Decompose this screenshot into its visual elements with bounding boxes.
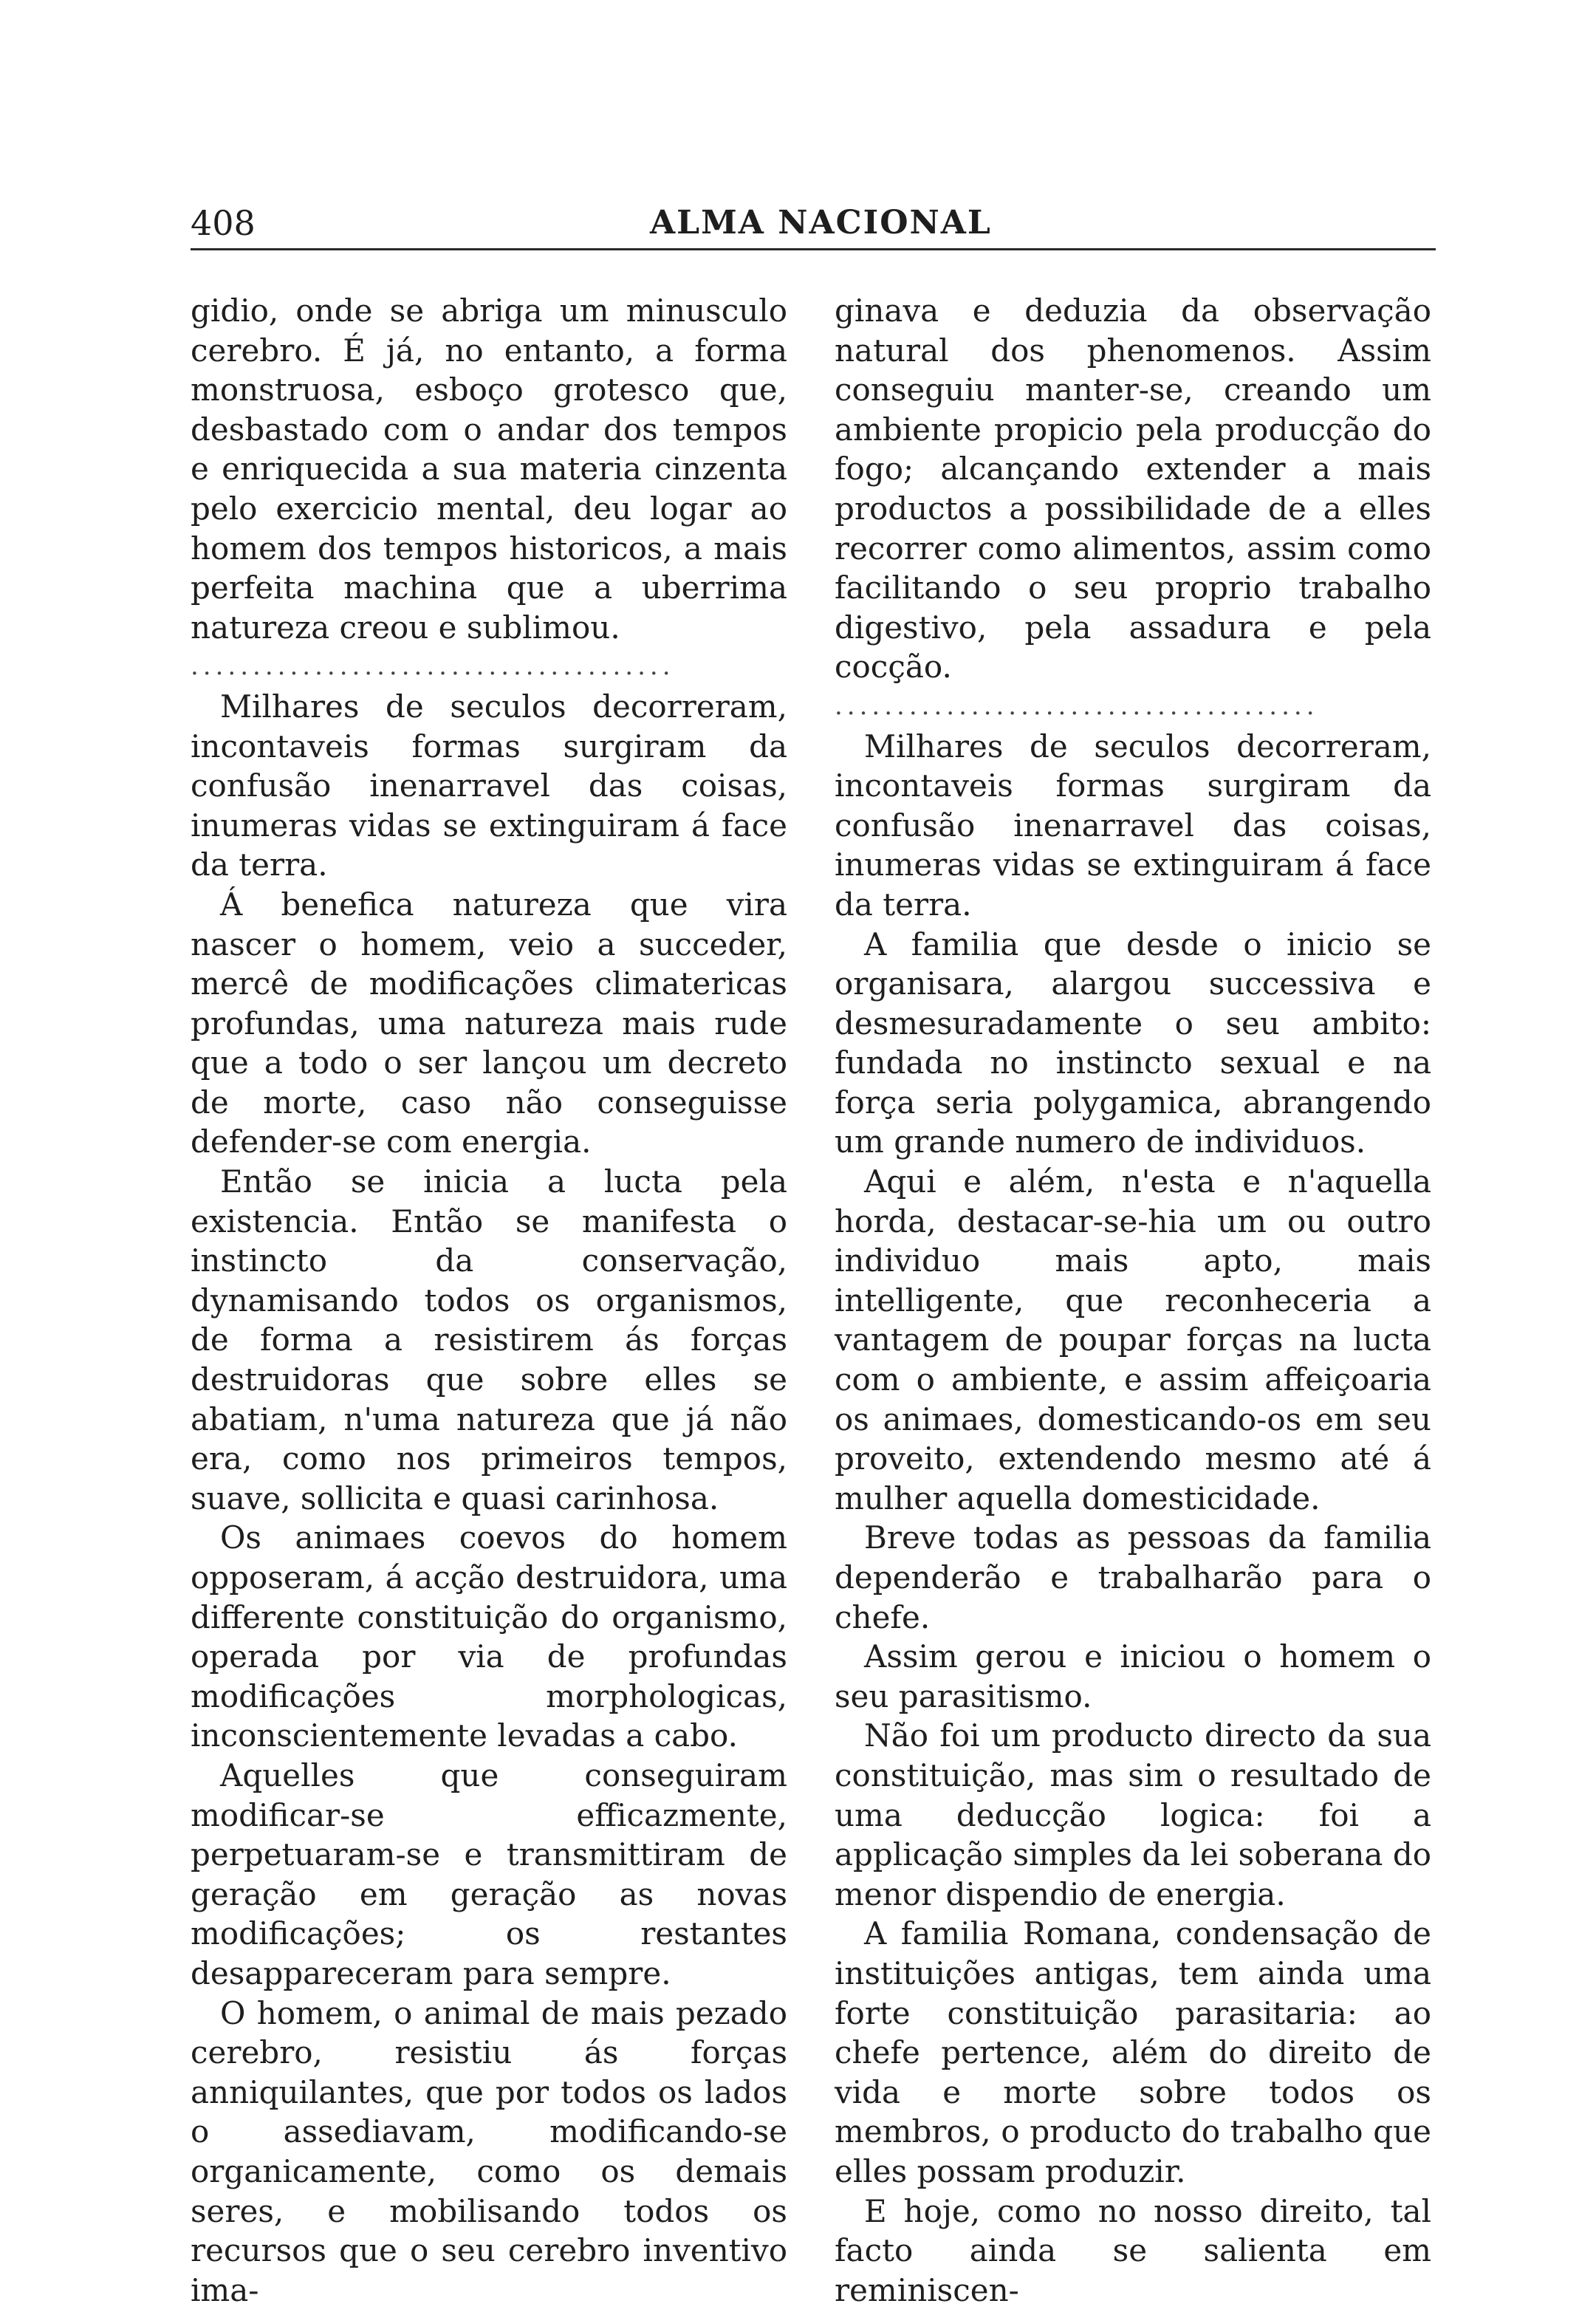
paragraph: A familia Romana, condensação de instituições antigas, tem ainda uma forte constituição parasitaria: ao chefe pertence, além do direito de vida e morte sobre todos os membros, o producto do trabalho que elles possam produzir. <box>835 1915 1431 2189</box>
section-separator-dots: ....................................... <box>835 691 1319 721</box>
paragraph: Os animaes coevos do homem opposeram, á acção destruidora, uma differente constituição do organismo, operada por via de profundas modificações morphologicas, inconscientemente levadas a cabo. <box>191 1519 787 1754</box>
paragraph: Não foi um producto directo da sua constituição, mas sim o resultado de uma deducção logica: foi a applicação simples da lei soberana do menor dispendio de energia. <box>835 1717 1431 1912</box>
paragraph: O homem, o animal de mais pezado cerebro, resistiu ás forças anniquilantes, que por todos os lados o assediavam, modificando-se organicamente, como os demais seres, e mobilisando todos os recursos que o seu cerebro inventivo ima- <box>191 1994 787 2308</box>
paragraph: Assim gerou e iniciou o homem o seu parasitismo. <box>835 1638 1431 1714</box>
running-title: ALMA NACIONAL <box>650 204 992 242</box>
left-column <box>191 291 787 2310</box>
paragraph: ginava e deduzia da observação natural dos phenomenos. Assim conseguiu manter-se, creando um ambiente propicio pela producção do fogo; alcançando extender a mais productos a possibilidade de a elles recorrer como alimentos, assim como facilitando o seu proprio trabalho digestivo, pela assadura e pela cocção. <box>835 293 1431 685</box>
paragraph: E hoje, como no nosso direito, tal facto ainda se salienta em reminiscen- <box>835 2192 1431 2308</box>
right-column <box>835 291 1431 2310</box>
paragraph: Milhares de seculos decorreram, incontaveis formas surgiram da confusão inenarravel das coisas, inumeras vidas se extinguiram á face da terra. <box>191 688 787 883</box>
paragraph: Á benefica natureza que vira nascer o homem, veio a succeder, mercê de modificações climatericas profundas, uma natureza mais rude que a todo o ser lançou um decreto de morte, caso não conseguisse defender-se com energia. <box>191 886 787 1160</box>
paragraph: Aqui e além, n'esta e n'aquella horda, destacar-se-hia um ou outro individuo mais apto, mais intelligente, que reconheceria a vantagem de poupar forças na lucta com o ambiente, e assim affeiçoaria os animaes, domesticando-os em seu proveito, extendendo mesmo até á mulher aquella domesticidade. <box>835 1163 1431 1516</box>
paragraph: Aquelles que conseguiram modificar-se efficazmente, perpetuaram-se e transmittiram de geração em geração as novas modificações; os restantes desappareceram para sempre. <box>191 1757 787 1991</box>
section-separator-dots: ....................................... <box>191 651 675 682</box>
page-number: 408 <box>191 203 256 243</box>
paragraph: Milhares de seculos decorreram, incontaveis formas surgiram da confusão inenarravel das coisas, inumeras vidas se extinguiram á face da terra. <box>835 728 1431 923</box>
paragraph: Breve todas as pessoas da familia dependerão e trabalharão para o chefe. <box>835 1519 1431 1635</box>
paragraph: A familia que desde o inicio se organisara, alargou successiva e desmesuradamente o seu ambito: fundada no instincto sexual e na força seria polygamica, abrangendo um grande numero de individuos. <box>835 926 1431 1160</box>
paragraph: gidio, onde se abriga um minusculo cerebro. É já, no entanto, a forma monstruosa, esboço grotesco que, desbastado com o andar dos tempos e enriquecida a sua materia cinzenta pelo exercicio mental, deu logar ao homem dos tempos historicos, a mais perfeita machina que a uberrima natureza creou e sublimou. <box>191 293 787 646</box>
paragraph: Então se inicia a lucta pela existencia. Então se manifesta o instincto da conservação, dynamisando todos os organismos, de forma a resistirem ás forças destruidoras que sobre elles se abatiam, n'uma natureza que já não era, como nos primeiros tempos, suave, sollicita e quasi carinhosa. <box>191 1163 787 1516</box>
header-rule <box>191 248 1436 250</box>
